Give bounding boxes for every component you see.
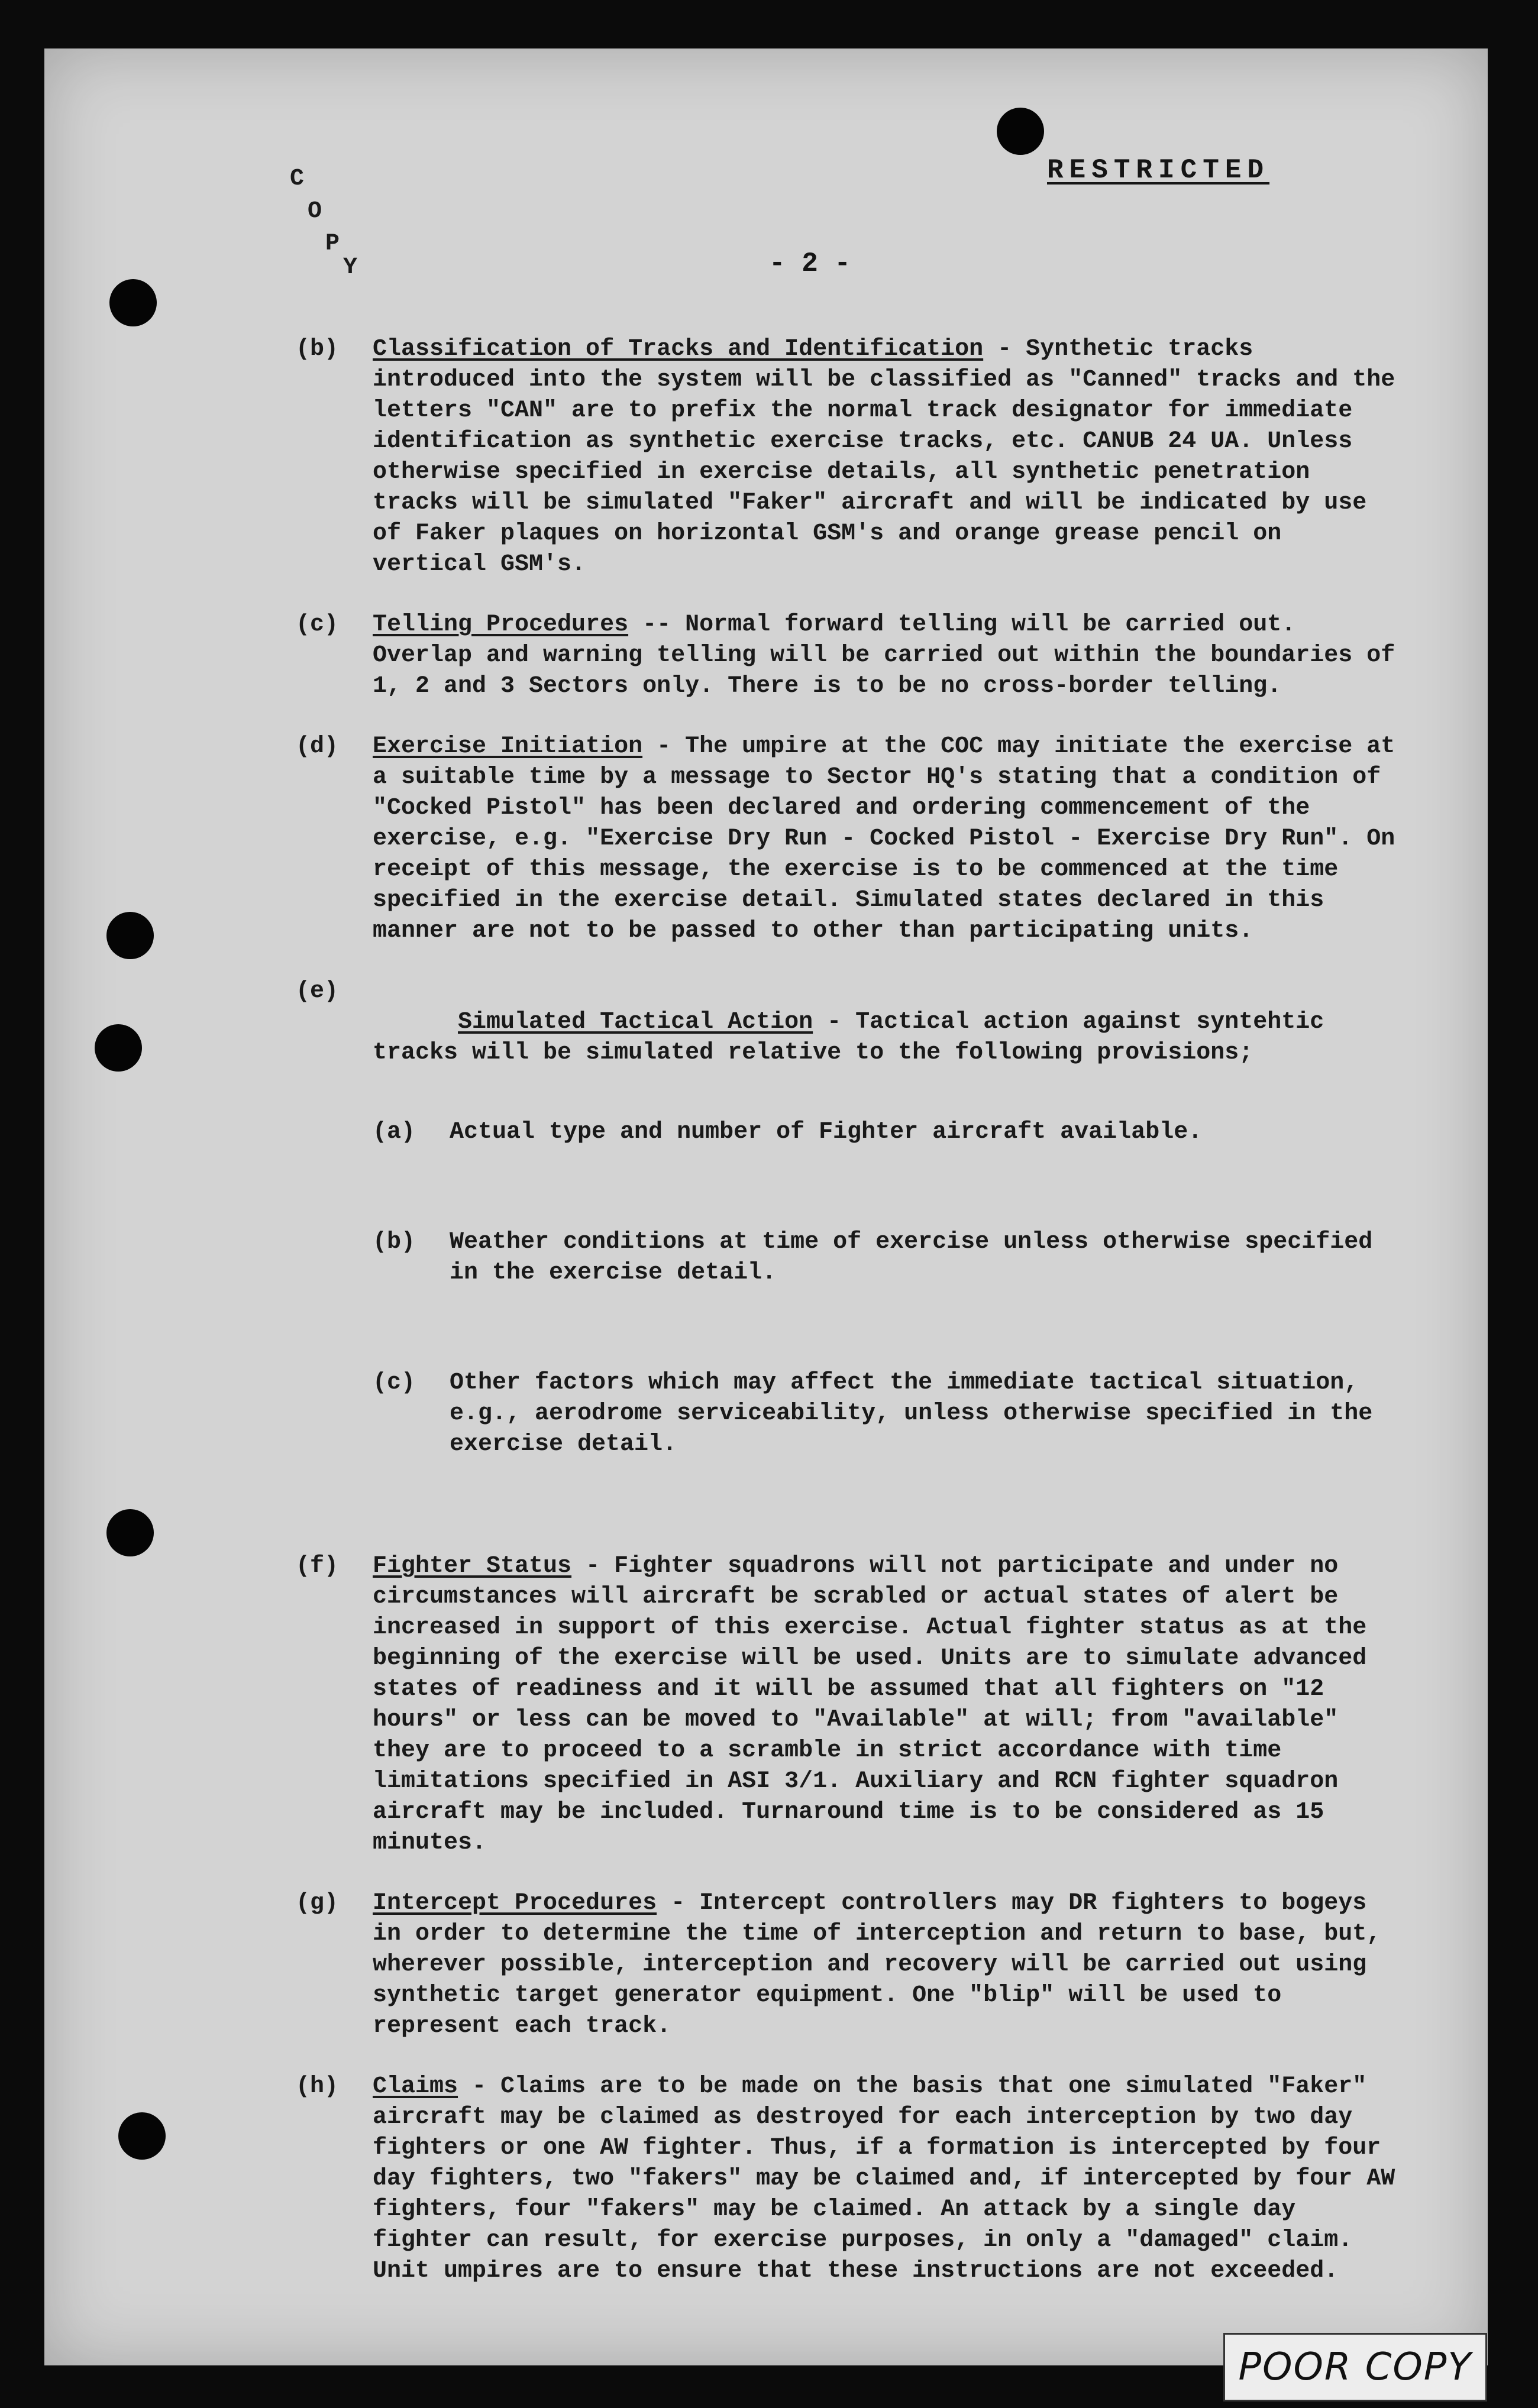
paragraph-c — [296, 610, 1408, 702]
sub-item-label: (c) — [373, 1370, 416, 1396]
paragraph-label: (g) — [296, 1890, 339, 1917]
paragraph-heading: Intercept Procedures — [373, 1890, 657, 1917]
paragraph-label: (c) — [296, 611, 339, 638]
sub-item-a — [373, 1117, 1408, 1148]
paragraph-heading: Fighter Status — [373, 1553, 572, 1580]
paragraph-heading: Exercise Initiation — [373, 733, 643, 760]
punch-hole — [109, 279, 157, 326]
copy-letter: C — [290, 166, 305, 192]
punch-hole — [997, 108, 1044, 155]
paragraph-text: - Claims are to be made on the basis that one simulated "Faker" aircraft may be claimed as destroyed for each interception by two day fighters or one AW fighter. Thus, if a formation is intercepted by four day fighters, two "fakers" may be claimed and, if intercepted by four AW fighters, four "fakers" may be claimed. An attack by a single day fighter can result, for exercise purposes, in only a "damaged" claim. Unit umpires are to ensure that these instructions are not exceeded. — [373, 2073, 1410, 2284]
sub-item-label: (a) — [373, 1119, 416, 1145]
paragraph-label: (e) — [296, 978, 339, 1005]
paragraph-label: (h) — [296, 2073, 339, 2100]
copy-letter: Y — [343, 254, 358, 281]
paragraph-text: - Tactical action against syntehtic tracks will be simulated relative to the following provisions; — [373, 1009, 1339, 1066]
paragraph-b — [296, 334, 1408, 580]
paragraph-label: (b) — [296, 336, 339, 363]
sub-item-label: (b) — [373, 1229, 416, 1255]
paragraph-text: - The umpire at the COC may initiate the exercise at a suitable time by a message to Sector HQ's stating that a condition of "Cocked Pistol" has been declared and ordering commencement of the exercise, e.g. "Exercise Dry Run - Cocked Pistol - Exercise Dry Run". On receipt of this message, the exercise is to be commenced at the time specified in the exercise detail. Simulated states declared in this manner are not to be passed to other than participating units. — [373, 733, 1410, 944]
copy-stamp — [284, 166, 379, 284]
paragraph-label: (d) — [296, 733, 339, 760]
paragraph-f — [296, 1551, 1408, 1859]
paragraph-h — [296, 2072, 1408, 2287]
paragraph-heading: Claims — [373, 2073, 458, 2100]
paragraph-text: -- Normal forward telling will be carried out. Overlap and warning telling will be carried out within the boundaries of 1, 2 and 3 Sectors only. There is to be no cross-border telling. — [373, 611, 1410, 700]
sub-item-text: Actual type and number of Fighter aircraft available. — [450, 1119, 1203, 1145]
punch-hole — [106, 1509, 154, 1556]
poor-copy-stamp: POOR COPY — [1223, 2333, 1487, 2401]
paragraph-d — [296, 732, 1408, 947]
paragraph-label: (f) — [296, 1553, 339, 1580]
copy-letter: P — [325, 231, 340, 257]
classification-marking: RESTRICTED — [1047, 155, 1270, 186]
sub-item-text: Weather conditions at time of exercise unless otherwise specified in the exercise detail. — [450, 1229, 1387, 1286]
sub-item-text: Other factors which may affect the immediate tactical situation, e.g., aerodrome serviceability, unless otherwise specified in the exercise detail. — [450, 1370, 1387, 1458]
paragraph-heading: Classification of Tracks and Identification — [373, 336, 984, 363]
paragraph-heading: Simulated Tactical Action — [458, 1009, 813, 1035]
copy-letter: O — [308, 198, 322, 225]
sub-item-c — [373, 1368, 1408, 1460]
paragraph-text: - Synthetic tracks introduced into the system will be classified as "Canned" tracks and the letters "CAN" are to prefix the normal track designator for immediate identification as synthetic exercise tracks, etc. CANUB 24 UA. Unless otherwise specified in exercise details, all synthetic penetration tracks will be simulated "Faker" aircraft and will be indicated by use of Faker plaques on horizontal GSM's and orange grease pencil on vertical GSM's. — [373, 336, 1410, 578]
paragraph-text: - Intercept controllers may DR fighters to bogeys in order to determine the time of interception and return to base, but, wherever possible, interception and recovery will be carried out using synthetic target generator equipment. One "blip" will be used to represent each track. — [373, 1890, 1395, 2040]
paragraph-g — [296, 1888, 1408, 2042]
punch-hole — [95, 1024, 142, 1072]
punch-hole — [106, 912, 154, 959]
document-body — [296, 334, 1408, 2316]
paragraph-e — [296, 976, 1408, 1522]
punch-hole — [118, 2112, 166, 2160]
paragraph-text: - Fighter squadrons will not participate and under no circumstances will aircraft be scrabled or actual states of alert be increased in support of this exercise. Actual fighter status as at the beginning of the exercise will be used. Units are to simulate advanced states of readiness and it will be assumed that all fighters on "12 hours" or less can be moved to "Available" at will; from "available" they are to proceed to a scramble in strict accordance with time limitations specified in ASI 3/1. Auxiliary and RCN fighter squadron aircraft may be included. Turnaround time is to be considered as 15 minutes. — [373, 1553, 1381, 1856]
sub-item-b — [373, 1227, 1408, 1289]
paragraph-heading: Telling Procedures — [373, 611, 629, 638]
page-number: - 2 - — [769, 248, 851, 279]
